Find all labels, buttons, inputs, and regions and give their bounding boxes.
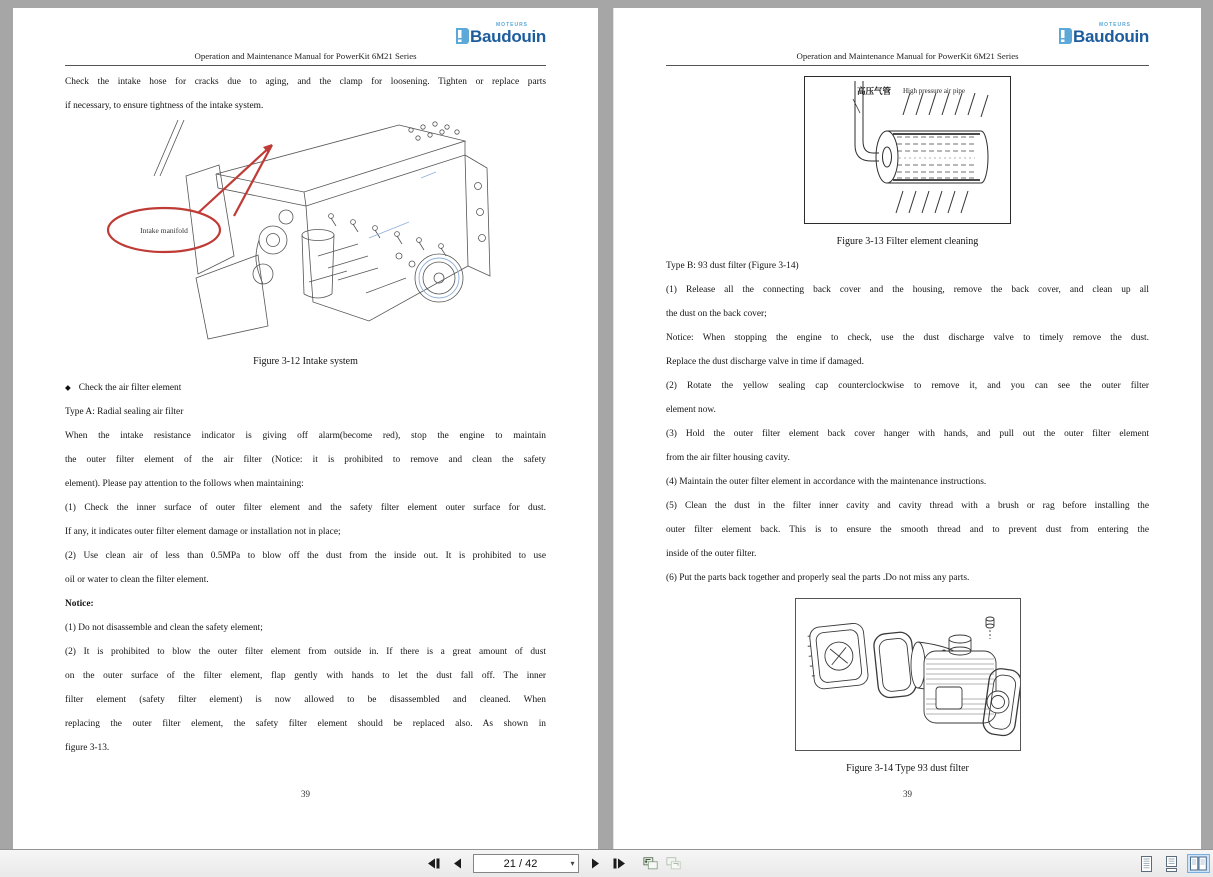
text-line: element). Please pay attention to the follows when maintaining: — [65, 479, 304, 489]
text-line: the outer filter element of the air filter (Notice: it is prohibited to remove and clean the safety — [65, 455, 546, 465]
page-navigation — [425, 850, 682, 877]
text-line: (6) Put the parts back together and properly seal the parts .Do not miss any parts. — [666, 573, 970, 583]
previous-view-icon — [643, 856, 659, 871]
page-header-title: Operation and Maintenance Manual for PowerKit 6M21 Series — [194, 51, 417, 61]
dust-filter-drawing — [796, 599, 1020, 750]
page-dropdown-icon[interactable]: ▾ — [570, 859, 575, 868]
next-view-button[interactable] — [666, 855, 682, 873]
paragraph — [65, 70, 546, 118]
baudouin-logo — [1057, 23, 1149, 45]
paragraph — [666, 422, 1149, 470]
continuous-view-icon — [1165, 856, 1178, 872]
intake-manifold-label: Intake manifold — [139, 226, 188, 235]
next-view-icon — [666, 856, 682, 871]
text-line: (2) Use clean air of less than 0.5MPa to blow off the dust from the inside out. It is prohibited to use — [65, 551, 546, 561]
text-line: (5) Clean the dust in the filter inner cavity and cavity thread with a brush or rag before installing the — [666, 501, 1149, 511]
paragraph — [666, 326, 1149, 374]
high-pressure-pipe-label-zh: 高压气管 — [857, 86, 892, 96]
text-line: the dust on the back cover; — [666, 309, 767, 319]
logo-subtext: MOTEURS — [1099, 22, 1132, 28]
first-page-button[interactable] — [425, 855, 441, 873]
text-line: If any, it indicates outer filter element damage or installation not in place; — [65, 527, 341, 537]
header-rule — [65, 65, 546, 66]
figure-caption: Figure 3-14 Type 93 dust filter — [846, 763, 969, 774]
text-line: inside of the outer filter. — [666, 549, 757, 559]
page-body — [666, 70, 1149, 781]
header-rule — [666, 65, 1149, 66]
single-page-view-button[interactable] — [1137, 854, 1156, 874]
continuous-view-button[interactable] — [1162, 854, 1181, 874]
bullet-text: Check the air filter element — [78, 383, 182, 393]
text-line: Notice: — [65, 599, 94, 609]
text-line: from the air filter housing cavity. — [666, 453, 790, 463]
view-history-buttons — [643, 855, 682, 873]
text-line: element now. — [666, 405, 716, 415]
logo-brand-text: Baudouin — [1073, 27, 1149, 46]
page-view-modes — [1137, 850, 1210, 877]
paragraph — [666, 470, 1149, 494]
first-page-icon — [427, 858, 440, 869]
previous-page-icon — [452, 858, 463, 869]
document-page-right — [613, 8, 1201, 849]
intake-manifold-callout — [108, 145, 272, 252]
text-line: replacing the outer filter element, the safety filter element should be replaced also. As shown in — [65, 719, 546, 729]
text-line: (1) Release all the connecting back cover and the housing, remove the back cover, and clean up all — [666, 285, 1149, 295]
paragraph — [666, 494, 1149, 566]
page-body — [65, 70, 546, 760]
baudouin-logo-icon — [1057, 27, 1073, 45]
two-page-view-icon — [1190, 856, 1207, 871]
fig-dustfilter-figure — [795, 598, 1021, 751]
page-header-title: Operation and Maintenance Manual for PowerKit 6M21 Series — [796, 51, 1019, 61]
paragraph — [65, 544, 546, 592]
next-page-icon — [590, 858, 601, 869]
text-line: if necessary, to ensure tightness of the intake system. — [65, 101, 264, 111]
text-line: (1) Do not disassemble and clean the safety element; — [65, 623, 263, 633]
text-line: (3) Hold the outer filter element back cover hanger with hands, and pull out the outer filter element — [666, 429, 1149, 439]
last-page-icon — [613, 858, 626, 869]
previous-page-button[interactable] — [449, 855, 465, 873]
viewer-toolbar — [0, 849, 1213, 877]
engine-intake-drawing — [66, 118, 546, 344]
text-line: on the outer surface of the filter element, flap gently with hands to let the dust fall off. The inner — [65, 671, 546, 681]
text-line: Replace the dust discharge valve in time if damaged. — [666, 357, 864, 367]
page-number: 39 — [903, 789, 912, 799]
paragraph — [666, 278, 1149, 326]
document-page-left — [13, 8, 598, 849]
fig-cleaning-figure — [804, 76, 1011, 224]
diamond-bullet-icon: ◆ — [65, 383, 71, 392]
logo-brand-text: Baudouin — [470, 27, 546, 46]
bullet-line — [65, 376, 546, 400]
baudouin-logo — [454, 23, 546, 45]
text-line: Type A: Radial sealing air filter — [65, 407, 184, 417]
page-number: 39 — [301, 789, 310, 799]
fig-intake-figure — [66, 118, 546, 344]
text-line: (4) Maintain the outer filter element in accordance with the maintenance instructions. — [666, 477, 987, 487]
text-line: (2) It is prohibited to blow the outer filter element from outside in. If there is a great amount of dust — [65, 647, 546, 657]
paragraph — [666, 254, 1149, 278]
page-indicator: 21 / 42 — [503, 857, 538, 870]
text-line: When the intake resistance indicator is giving off alarm(become red), stop the engine to maintain — [65, 431, 546, 441]
text-line: figure 3-13. — [65, 743, 110, 753]
last-page-button[interactable] — [611, 855, 627, 873]
single-page-view-icon — [1140, 856, 1153, 872]
filter-cleaning-drawing — [805, 77, 1010, 223]
page-number-input[interactable] — [473, 854, 579, 873]
next-page-button[interactable] — [587, 855, 603, 873]
high-pressure-pipe-label-en: High pressure air pipe — [903, 87, 966, 95]
text-line: outer filter element back. This is to ensure the smooth thread and to prevent dust from entering the — [666, 525, 1149, 535]
paragraph — [666, 374, 1149, 422]
paragraph — [666, 566, 1149, 590]
text-line: Check the intake hose for cracks due to aging, and the clamp for loosening. Tighten or replace parts — [65, 77, 546, 87]
paragraph — [65, 592, 546, 616]
paragraph — [65, 424, 546, 496]
paragraph — [65, 400, 546, 424]
baudouin-logo-icon — [454, 27, 470, 45]
text-line: oil or water to clean the filter element. — [65, 575, 209, 585]
text-line: (2) Rotate the yellow sealing cap counterclockwise to remove it, and you can see the outer filter — [666, 381, 1149, 391]
figure-caption: Figure 3-13 Filter element cleaning — [836, 236, 979, 247]
two-page-view-button[interactable] — [1187, 854, 1210, 873]
figure-caption: Figure 3-12 Intake system — [253, 356, 358, 367]
text-line: Notice: When stopping the engine to check, use the dust discharge valve to timely remove the dust. — [666, 333, 1149, 343]
text-line: Type B: 93 dust filter (Figure 3-14) — [666, 261, 799, 271]
text-line: filter element (safety filter element) is now allowed to be disassembled and cleaned. When — [65, 695, 546, 705]
paragraph — [65, 496, 546, 544]
text-line: (1) Check the inner surface of outer filter element and the safety filter element outer surface for dust. — [65, 503, 546, 513]
previous-view-button[interactable] — [643, 855, 659, 873]
logo-subtext: MOTEURS — [496, 22, 529, 28]
paragraph — [65, 640, 546, 760]
paragraph — [65, 616, 546, 640]
